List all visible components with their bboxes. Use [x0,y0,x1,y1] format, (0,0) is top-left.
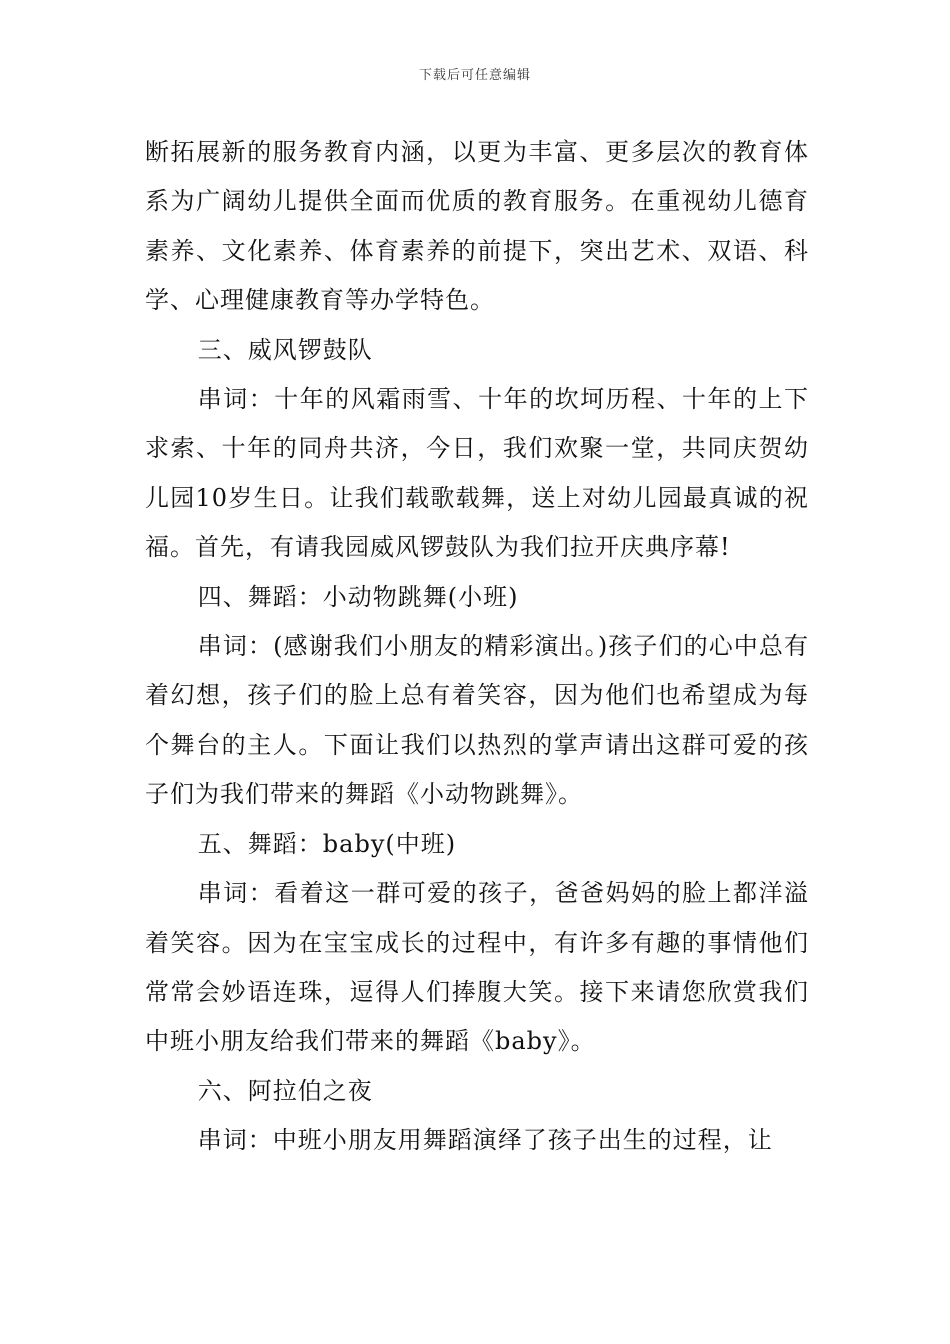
page-header: 下载后可任意编辑 [418,68,531,83]
section-heading-6: 六、阿拉伯之夜 [197,1076,373,1105]
section-heading-3: 三、威风锣鼓队 [197,335,373,364]
document-body [145,128,809,1166]
section-heading-5: 五、舞蹈：baby(中班) [197,829,457,858]
paragraph-section-6: 串词：中班小朋友用舞蹈演绎了孩子出生的过程，让 [197,1126,773,1155]
paragraph-section-4: 串词：(感谢我们小朋友的精彩演出。)孩子们的心中总有着幻想，孩子们的脸上总有着笑容，因为他们也希望成为每个舞台的主人。下面让我们以热烈的掌声请出这群可爱的孩子们为我们带来的舞蹈《小动物跳舞》。 [145,632,809,809]
section-heading-4: 四、舞蹈：小动物跳舞(小班) [197,582,519,611]
paragraph-section-3: 串词：十年的风霜雨雪、十年的坎坷历程、十年的上下求索、十年的同舟共济，今日，我们欢聚一堂，共同庆贺幼儿园10岁生日。让我们载歌载舞，送上对幼儿园最真诚的祝福。首先，有请我园威风锣鼓队为我们拉开庆典序幕! [145,385,809,562]
paragraph-section-5: 串词：看着这一群可爱的孩子，爸爸妈妈的脸上都洋溢着笑容。因为在宝宝成长的过程中，有许多有趣的事情他们常常会妙语连珠，逗得人们捧腹大笑。接下来请您欣赏我们中班小朋友给我们带来的舞蹈《baby》。 [145,879,809,1056]
paragraph-intro-continued: 断拓展新的服务教育内涵，以更为丰富、更多层次的教育体系为广阔幼儿提供全面而优质的教育服务。在重视幼儿德育素养、文化素养、体育素养的前提下，突出艺术、双语、科学、心理健康教育等办学特色。 [145,138,809,315]
